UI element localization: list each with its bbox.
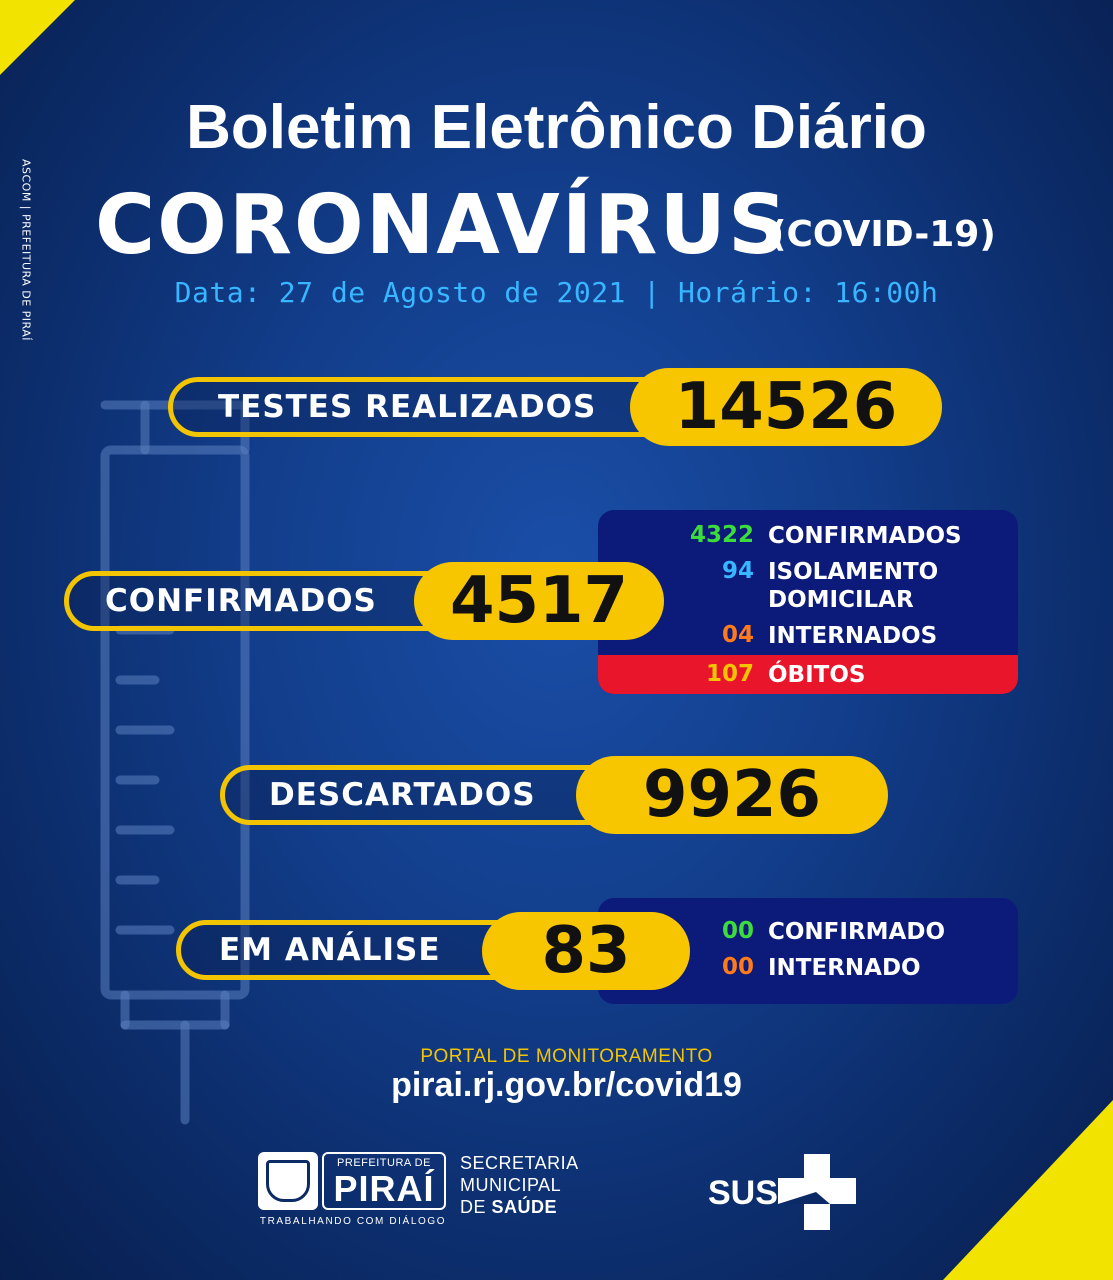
confirmados-value-pill [414, 562, 664, 640]
secretaria-line-1: SECRETARIA [460, 1153, 579, 1173]
testes-label: TESTES REALIZADOS [218, 389, 597, 425]
descartados-value: 9926 [642, 758, 822, 832]
confirmados-value: 4517 [449, 564, 629, 638]
pirai-tagline: TRABALHANDO COM DIÁLOGO [259, 1216, 447, 1227]
sus-logo [708, 1152, 858, 1232]
analysis-internado-label: INTERNADO [768, 955, 921, 981]
analysis-confirmado-num: 00 [721, 918, 754, 944]
sus-cross-icon [776, 1152, 858, 1232]
breakdown-isolamento-label: ISOLAMENTO [768, 559, 939, 585]
breakdown-obitos-num: 107 [705, 661, 754, 687]
testes-value-pill [630, 368, 942, 446]
corner-accent-bottom-right [943, 1100, 1113, 1280]
secretaria-line-2: MUNICIPAL [460, 1175, 562, 1195]
confirmados-label: CONFIRMADOS [105, 583, 377, 619]
bulletin-title: Boletim Eletrônico Diário [186, 93, 927, 162]
prefeitura-pirai-logo [258, 1152, 448, 1230]
secretaria-line-3: DE SAÚDE [460, 1197, 558, 1217]
secretaria-saude-logo [460, 1152, 579, 1218]
breakdown-confirmados-num: 4322 [689, 522, 754, 548]
pirai-name-box [322, 1152, 446, 1210]
breakdown-internados-label: INTERNADOS [768, 623, 938, 649]
sus-text: SUS [708, 1174, 778, 1212]
side-credit-text: ASCOM | PREFEITURA DE PIRAÍ [19, 158, 33, 342]
syringe-illustration [95, 380, 265, 1140]
coronavirus-title: CORONAVÍRUS [95, 178, 790, 273]
breakdown-confirmados-label: CONFIRMADOS [768, 523, 962, 549]
covid19-subtitle: (COVID-19) [770, 214, 996, 255]
corner-accent-top-left [0, 0, 75, 75]
analise-label: EM ANÁLISE [219, 932, 441, 968]
descartados-label: DESCARTADOS [269, 777, 536, 813]
descartados-value-pill [576, 756, 888, 834]
side-credit [16, 130, 36, 370]
analysis-confirmado-label: CONFIRMADO [768, 919, 945, 945]
breakdown-domicilar-label: DOMICILAR [768, 587, 914, 613]
portal-title: PORTAL DE MONITORAMENTO [420, 1046, 713, 1067]
date-time-line: Data: 27 de Agosto de 2021 | Horário: 16:00h [174, 276, 939, 309]
analysis-internado-num: 00 [721, 954, 754, 980]
breakdown-obitos-label: ÓBITOS [768, 662, 866, 688]
testes-value: 14526 [674, 370, 898, 444]
prefeitura-de-text: PREFEITURA DE [337, 1157, 431, 1169]
breakdown-internados-num: 04 [721, 622, 754, 648]
testes-label-pill [168, 377, 688, 437]
analise-value: 83 [541, 914, 631, 988]
analise-value-pill [482, 912, 690, 990]
pirai-crest-icon [258, 1152, 318, 1210]
portal-url[interactable]: pirai.rj.gov.br/covid19 [391, 1066, 742, 1104]
breakdown-isolamento-num: 94 [721, 558, 754, 584]
pirai-text: PIRAÍ [333, 1168, 435, 1209]
